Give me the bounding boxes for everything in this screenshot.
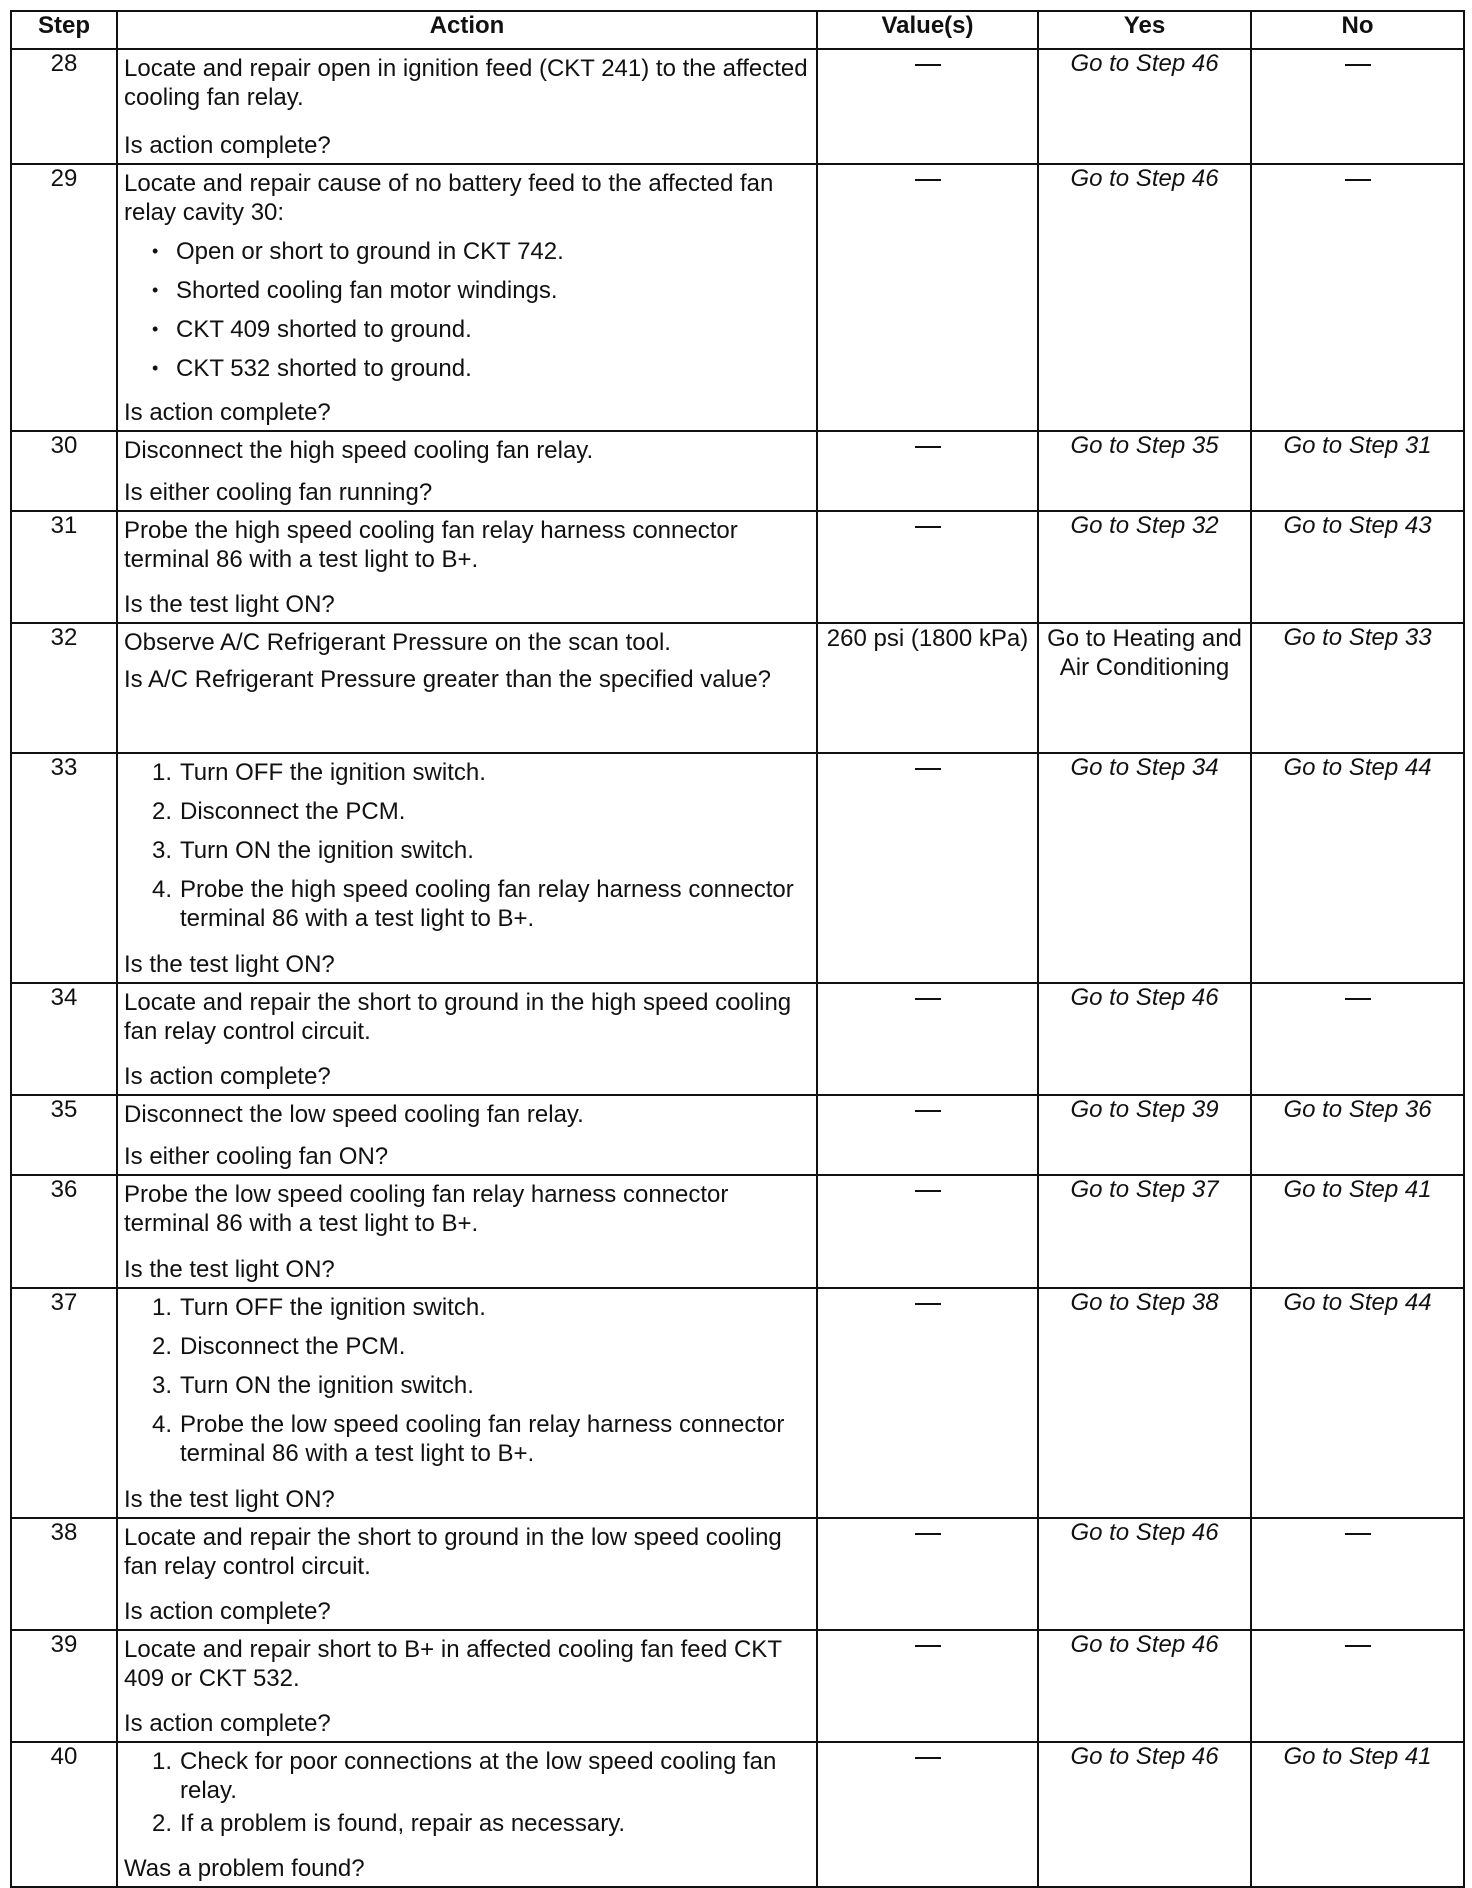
action-cell: [117, 511, 817, 623]
list-item: 3. Turn ON the ignition switch.: [152, 837, 474, 864]
action-question: Is either cooling fan running?: [124, 479, 433, 506]
yes-result: Go to Step 37: [1038, 1175, 1251, 1288]
action-question: Was a problem found?: [124, 1855, 365, 1882]
value-cell: [817, 1288, 1038, 1518]
table-row: [11, 753, 1464, 983]
step-number: 37: [11, 1288, 117, 1518]
yes-result: Go to Step 46: [1038, 164, 1251, 431]
step-number: 30: [11, 431, 117, 511]
no-result: Go to Step 36: [1251, 1095, 1464, 1175]
list-item: 4. Probe the high speed cooling fan relay harness connector terminal 86 with a test light to B+.: [152, 876, 794, 932]
list-item: 1. Turn OFF the ignition switch.: [152, 1294, 486, 1321]
dash-mark: [915, 179, 941, 181]
action-cell: [117, 1095, 817, 1175]
dash-mark: [915, 768, 941, 770]
header-value: Value(s): [817, 11, 1038, 49]
dash-mark: [915, 64, 941, 66]
yes-result: Go to Step 46: [1038, 49, 1251, 164]
value-cell: [817, 753, 1038, 983]
action-cell: [117, 1288, 817, 1518]
action-question: Is action complete?: [124, 1710, 331, 1737]
step-number: 33: [11, 753, 117, 983]
action-text: Observe A/C Refrigerant Pressure on the scan tool.: [124, 629, 671, 656]
list-item: • CKT 532 shorted to ground.: [152, 355, 472, 382]
yes-result: Go to Step 38: [1038, 1288, 1251, 1518]
dash-mark: [915, 1645, 941, 1647]
header-step: Step: [11, 11, 117, 49]
table-row: [11, 623, 1464, 753]
action-cell: [117, 1742, 817, 1887]
value-cell: [817, 983, 1038, 1095]
table-row: [11, 1175, 1464, 1288]
step-number: 32: [11, 623, 117, 753]
list-item: 2. Disconnect the PCM.: [152, 1333, 406, 1360]
value-cell: [817, 49, 1038, 164]
yes-result: Go to Heating and Air Conditioning: [1038, 623, 1251, 753]
action-question: Is action complete?: [124, 1063, 331, 1090]
table-row: [11, 1742, 1464, 1887]
yes-result: Go to Step 35: [1038, 431, 1251, 511]
yes-result: Go to Step 46: [1038, 1742, 1251, 1887]
action-cell: [117, 49, 817, 164]
table-row: [11, 1518, 1464, 1630]
dash-mark: [1345, 64, 1371, 66]
header-yes: Yes: [1038, 11, 1251, 49]
action-question: Is the test light ON?: [124, 591, 335, 618]
action-cell: [117, 753, 817, 983]
dash-mark: [915, 446, 941, 448]
list-item: • Open or short to ground in CKT 742.: [152, 238, 564, 265]
action-question: Is A/C Refrigerant Pressure greater than the specified value?: [124, 666, 772, 693]
list-item: 1. Turn OFF the ignition switch.: [152, 759, 486, 786]
table-row: [11, 983, 1464, 1095]
dash-mark: [915, 998, 941, 1000]
value-cell: [817, 1742, 1038, 1887]
no-result: Go to Step 43: [1251, 511, 1464, 623]
no-result: Go to Step 41: [1251, 1742, 1464, 1887]
dash-mark: [915, 1757, 941, 1759]
action-cell: [117, 164, 817, 431]
value-cell: [817, 511, 1038, 623]
action-text: Locate and repair open in ignition feed (CKT 241) to the affected cooling fan relay.: [124, 55, 808, 111]
action-text: Disconnect the high speed cooling fan relay.: [124, 437, 594, 464]
action-question: Is action complete?: [124, 399, 331, 426]
step-number: 35: [11, 1095, 117, 1175]
no-result: [1251, 49, 1464, 164]
table-row: [11, 1288, 1464, 1518]
table-row: [11, 511, 1464, 623]
step-number: 31: [11, 511, 117, 623]
list-item: • Shorted cooling fan motor windings.: [152, 277, 558, 304]
action-cell: [117, 983, 817, 1095]
action-cell: [117, 1518, 817, 1630]
no-result: Go to Step 44: [1251, 753, 1464, 983]
table-row: [11, 1095, 1464, 1175]
action-cell: [117, 623, 817, 753]
table-row: [11, 164, 1464, 431]
no-result: [1251, 164, 1464, 431]
action-question: Is action complete?: [124, 1598, 331, 1625]
table-row: [11, 431, 1464, 511]
list-item: 3. Turn ON the ignition switch.: [152, 1372, 474, 1399]
value-cell: [817, 164, 1038, 431]
step-number: 34: [11, 983, 117, 1095]
dash-mark: [915, 1533, 941, 1535]
list-item: 2. If a problem is found, repair as necessary.: [152, 1810, 626, 1837]
action-cell: [117, 431, 817, 511]
value-cell: [817, 1630, 1038, 1742]
step-number: 38: [11, 1518, 117, 1630]
no-result: Go to Step 41: [1251, 1175, 1464, 1288]
action-cell: [117, 1175, 817, 1288]
no-result: Go to Step 44: [1251, 1288, 1464, 1518]
no-result: [1251, 1630, 1464, 1742]
list-item: 2. Disconnect the PCM.: [152, 798, 406, 825]
action-cell: [117, 1630, 817, 1742]
action-question: Is the test light ON?: [124, 1256, 335, 1283]
value-cell: [817, 1175, 1038, 1288]
step-number: 29: [11, 164, 117, 431]
dash-mark: [1345, 998, 1371, 1000]
step-number: 28: [11, 49, 117, 164]
list-item: 1. Check for poor connections at the low speed cooling fan relay.: [152, 1748, 777, 1804]
no-result: [1251, 1518, 1464, 1630]
action-text: Locate and repair the short to ground in the high speed cooling fan relay control circuit.: [124, 989, 792, 1045]
no-result: [1251, 983, 1464, 1095]
list-item: 4. Probe the low speed cooling fan relay harness connector terminal 86 with a test light to B+.: [152, 1411, 785, 1467]
action-text: Probe the high speed cooling fan relay harness connector terminal 86 with a test light to B+.: [124, 517, 738, 573]
diagnostic-table: [10, 10, 1465, 1888]
action-text: Locate and repair cause of no battery feed to the affected fan relay cavity 30:: [124, 170, 774, 226]
table-row: [11, 1630, 1464, 1742]
no-result: Go to Step 33: [1251, 623, 1464, 753]
step-number: 36: [11, 1175, 117, 1288]
action-question: Is action complete?: [124, 132, 331, 159]
yes-result: Go to Step 46: [1038, 983, 1251, 1095]
step-number: 40: [11, 1742, 117, 1887]
dash-mark: [1345, 1645, 1371, 1647]
action-text: Locate and repair the short to ground in the low speed cooling fan relay control circuit.: [124, 1524, 782, 1580]
dash-mark: [1345, 1533, 1371, 1535]
value-cell: [817, 1518, 1038, 1630]
step-number: 39: [11, 1630, 117, 1742]
yes-result: Go to Step 39: [1038, 1095, 1251, 1175]
yes-result: Go to Step 34: [1038, 753, 1251, 983]
header-row: [11, 11, 1464, 49]
action-question: Is either cooling fan ON?: [124, 1143, 389, 1170]
dash-mark: [915, 1303, 941, 1305]
yes-result: Go to Step 46: [1038, 1630, 1251, 1742]
dash-mark: [915, 526, 941, 528]
yes-result: Go to Step 32: [1038, 511, 1251, 623]
action-question: Is the test light ON?: [124, 1486, 335, 1513]
action-text: Locate and repair short to B+ in affected cooling fan feed CKT 409 or CKT 532.: [124, 1636, 782, 1692]
no-result: Go to Step 31: [1251, 431, 1464, 511]
table-row: [11, 49, 1464, 164]
yes-result: Go to Step 46: [1038, 1518, 1251, 1630]
dash-mark: [915, 1190, 941, 1192]
action-text: Probe the low speed cooling fan relay harness connector terminal 86 with a test light to B+.: [124, 1181, 729, 1237]
value-cell: 260 psi (1800 kPa): [817, 623, 1038, 753]
header-no: No: [1251, 11, 1464, 49]
action-question: Is the test light ON?: [124, 951, 335, 978]
value-cell: [817, 1095, 1038, 1175]
header-action: Action: [117, 11, 817, 49]
value-cell: [817, 431, 1038, 511]
list-item: • CKT 409 shorted to ground.: [152, 316, 472, 343]
dash-mark: [1345, 179, 1371, 181]
dash-mark: [915, 1110, 941, 1112]
action-text: Disconnect the low speed cooling fan relay.: [124, 1101, 584, 1128]
